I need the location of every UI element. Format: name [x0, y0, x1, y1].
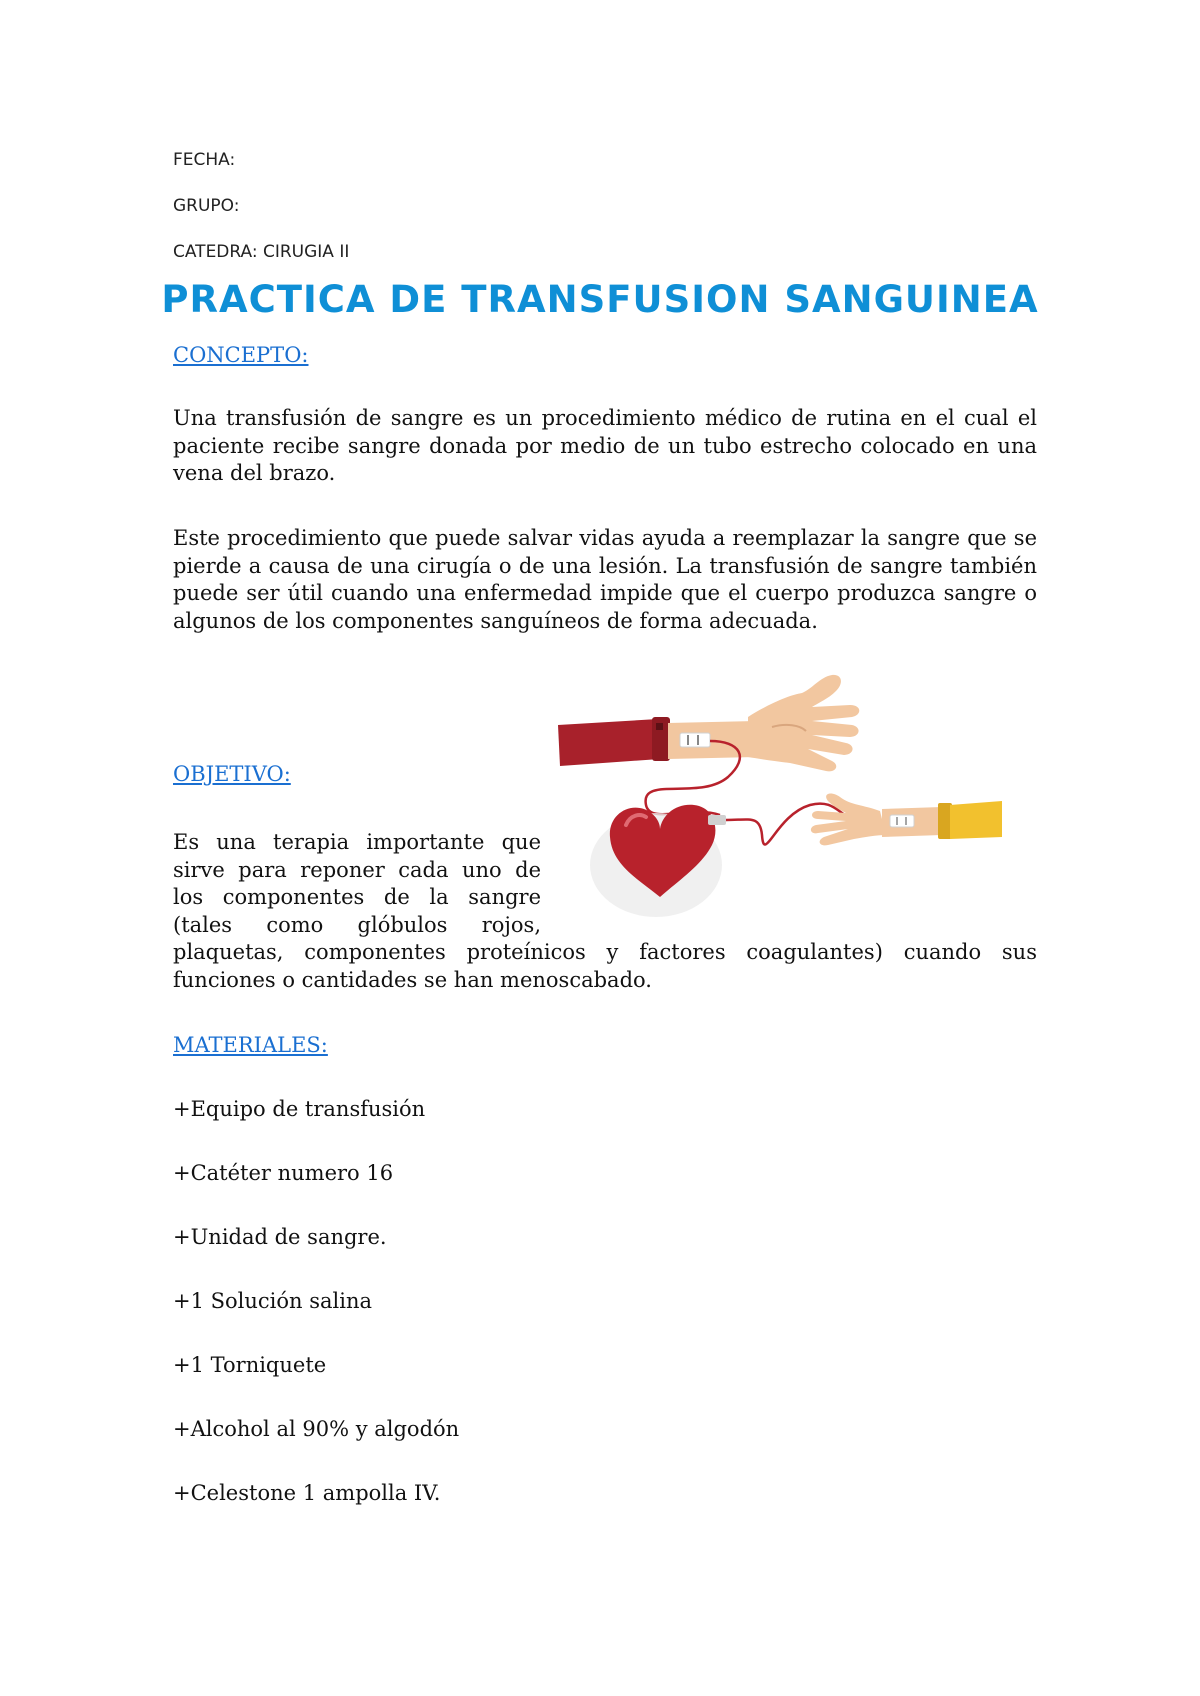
fecha-label: FECHA: [173, 150, 236, 170]
adult-sleeve-shape [558, 719, 660, 766]
material-item: +1 Torniquete [173, 1353, 327, 1377]
materiales-heading: MATERIALES: [173, 1033, 328, 1057]
adult-hand-shape [748, 675, 859, 771]
material-item: +Unidad de sangre. [173, 1225, 387, 1249]
objetivo-heading: OBJETIVO: [173, 762, 291, 786]
concepto-paragraph-2: Este procedimiento que puede salvar vidas ayuda a reemplazar la sangre que se pierde a causa de una cirugía o de una lesión. La transfusión de sangre también puede ser útil cuando una enfermedad impide que el cuerpo produzca sangre o algunos de los componentes sanguíneos de forma adecuada. [173, 526, 1037, 633]
grupo-label: GRUPO: [173, 196, 240, 216]
child-sleeve-shape [950, 801, 1002, 839]
material-item: +Equipo de transfusión [173, 1097, 426, 1121]
material-item: +Celestone 1 ampolla IV. [173, 1481, 441, 1505]
concepto-paragraph-1: Una transfusión de sangre es un procedimiento médico de rutina en el cual el paciente recibe sangre donada por medio de un tubo estrecho colocado en una vena del brazo. [173, 406, 1037, 485]
material-item: +Catéter numero 16 [173, 1161, 394, 1185]
catedra-label: CATEDRA: CIRUGIA II [173, 242, 350, 262]
material-item: +Alcohol al 90% y algodón [173, 1417, 460, 1441]
objetivo-text: Es una terapia importante que sirve para reponer cada uno de los componentes de la sangre (tales como glóbulos rojos, plaquetas, componentes proteínicos y factores coagulantes) cuando sus funciones o cantidades se han menoscabado. [173, 830, 1037, 992]
page-title: PRACTICA DE TRANSFUSION SANGUINEA [161, 278, 1039, 321]
material-item: +1 Solución salina [173, 1289, 372, 1313]
blood-transfusion-illustration-icon [550, 665, 1010, 925]
concepto-heading: CONCEPTO: [173, 343, 309, 367]
child-hand-shape [811, 794, 886, 846]
